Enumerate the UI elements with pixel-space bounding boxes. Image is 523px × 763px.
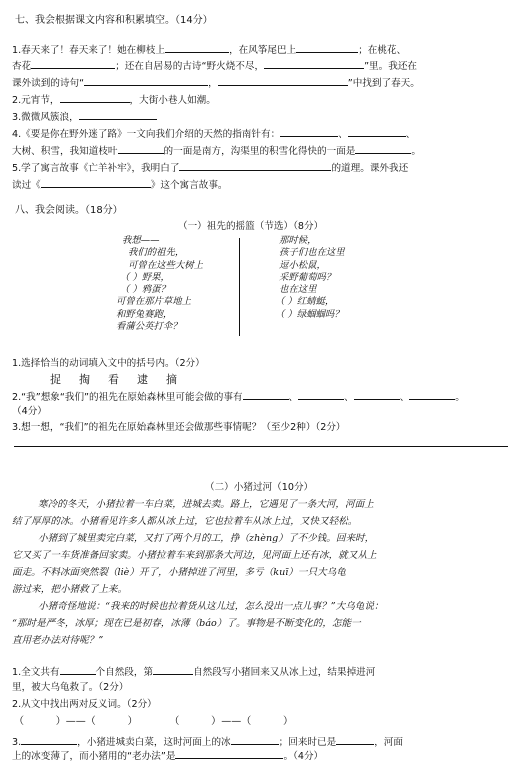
answer-blank[interactable] — [264, 58, 364, 69]
paragraph-line: 面走。不料冰面突然裂（liè）开了，小猪掉进了河里，多亏（kuī）一只大乌龟 — [12, 567, 346, 578]
passage1-title: （一）祖先的摇篮（节选）（8分） — [178, 221, 324, 232]
paragraph-line: 结了厚厚的冰。小猪看见许多人都从冰上过，它也拉着车从冰上过，又快又轻松。 — [12, 516, 358, 527]
word-option: 摘 — [166, 373, 177, 386]
poem-line-blank[interactable]: （ ）野果， — [120, 271, 170, 283]
answer-blank[interactable] — [354, 389, 400, 400]
passage2-question2: 2.从文中找出两对反义词。（2分） — [12, 699, 157, 710]
poem-line-blank[interactable]: （ ）鸦蛋？ — [120, 284, 170, 296]
answer-blank[interactable] — [179, 160, 331, 171]
paragraph-line: 游过来，把小猪救了上来。 — [12, 584, 128, 595]
poem-line: 看蒲公英打伞？ — [116, 321, 182, 333]
word-option: 看 — [108, 373, 119, 386]
question-7-5-line1: 5.学了寓言故事《亡羊补牢》，我明白了 的道理。课外我还 — [12, 160, 408, 175]
paragraph-line: “那时是严冬，冰厚；现在已是初春，冰薄（báo）了。事物是不断变化的，怎能一 — [12, 618, 361, 629]
question-7-4-line2: 大树、积雪，我知道枝叶 的一面是南方，沟渠里的积雪化得快的一面是 。 — [12, 143, 421, 158]
antonym-blank[interactable]: （ ） — [241, 716, 293, 727]
poem-line-blank[interactable]: （ ）红蜻蜓， — [275, 296, 335, 308]
answer-blank[interactable] — [79, 109, 157, 120]
answer-blank[interactable] — [280, 126, 338, 137]
paragraph-line: 它又买了一车货准备回家卖。小猪拉着车来到那条大河边，见河面上还有冰，就又从上 — [12, 550, 377, 561]
section8-title: 八、我会阅读。（18分） — [15, 205, 123, 216]
poem-line: 孩子们也在这里 — [279, 247, 345, 259]
answer-blank[interactable] — [84, 75, 208, 86]
answer-blank[interactable] — [298, 389, 344, 400]
passage2-question3-line2: 上的冰变薄了，而小猪用的“老办法”是 。（4分） — [12, 748, 323, 763]
passage2-question3-line1: 3. ，小猪进城卖白菜，这时河面上的冰 ；回来时已是 ，河面 — [12, 734, 403, 749]
answer-blank[interactable] — [153, 664, 193, 675]
word-option: 掏 — [79, 373, 90, 386]
antonym-blank[interactable]: （ ） — [14, 716, 66, 727]
passage1-question3: 3.想一想，“我们”的祖先在原始森林里还会做那些事情呢？（至少2种）（2分） — [12, 422, 346, 433]
answer-line[interactable] — [14, 446, 508, 447]
poem-line: 采野葡萄吗？ — [279, 271, 336, 283]
answer-blank[interactable] — [165, 42, 229, 53]
answer-blank[interactable] — [409, 389, 455, 400]
poem-line: 可曾在那片草地上 — [116, 296, 192, 308]
poem-line: 逗小松鼠， — [279, 259, 326, 271]
answer-blank[interactable] — [41, 177, 151, 188]
poem-line: 可曾在这些大树上 — [128, 259, 204, 271]
poem-line: 和野兔赛跑， — [116, 308, 173, 320]
poem-line: 也在这里 — [279, 284, 317, 296]
answer-blank[interactable] — [60, 664, 96, 675]
answer-blank[interactable] — [21, 734, 77, 745]
paragraph-line: 小猪到了城里卖完白菜，又打了两个月的工，挣（zhèng）了不少钱。回来时， — [38, 533, 375, 544]
poem-right-column — [275, 235, 345, 321]
passage2-question1-line2: 里，被大乌龟救了。（2分） — [12, 682, 129, 693]
passage1-question1: 1.选择恰当的动词填入文中的括号内。（2分） — [12, 358, 205, 369]
answer-blank[interactable] — [336, 734, 374, 745]
poem-line-blank[interactable]: （ ）绿蝈蝈吗？ — [275, 308, 344, 320]
question-7-4-line1: 4.《要是你在野外迷了路》一文向我们介绍的天然的指南针有： 、 、 — [12, 126, 415, 141]
answer-blank[interactable] — [243, 389, 289, 400]
poem-left-column — [116, 235, 203, 333]
section7-title: 七、我会根据课文内容和积累填空。（14分） — [15, 15, 213, 26]
poem-divider — [239, 238, 240, 336]
antonym-blank[interactable]: （ ） — [169, 716, 222, 727]
answer-blank[interactable] — [348, 126, 406, 137]
poem-line: 那时候， — [279, 235, 317, 246]
question-7-1-line3: 课外读到的诗句“ ， ”中找到了春天。 — [12, 75, 420, 90]
answer-blank[interactable] — [118, 143, 164, 154]
answer-blank[interactable] — [218, 75, 348, 86]
answer-blank[interactable] — [175, 748, 283, 759]
antonym-pairs: （ ）——（ ） （ ）——（ ） — [14, 716, 293, 727]
answer-blank[interactable] — [355, 143, 411, 154]
poem-line: 我想—— — [122, 235, 160, 246]
word-option: 逮 — [137, 373, 148, 386]
question-7-5-line2: 读过《 》这个寓言故事。 — [12, 177, 228, 192]
paragraph-line: 小猪奇怪地说：“我来的时候也拉着货从这儿过，怎么没出一点儿事？”大乌龟说： — [38, 601, 384, 612]
passage1-question2-score: （4分） — [12, 406, 47, 417]
antonym-blank[interactable]: （ ） — [85, 716, 138, 727]
passage2-question1-line1: 1.全文共有 个自然段，第 自然段写小猪回来又从冰上过，结果掉进河 — [12, 664, 375, 679]
question-7-2: 2.元宵节， ，大街小巷人如潮。 — [12, 92, 216, 107]
question-7-1-line1: 1.春天来了！春天来了！她在柳枝上 ，在风筝尾巴上 ；在桃花、 — [12, 42, 406, 57]
paragraph-line: 寒冷的冬天，小猪拉着一车白菜，进城去卖。路上，它遇见了一条大河，河面上 — [38, 499, 374, 510]
question-7-3: 3.微微风簇浪， — [12, 109, 157, 124]
poem-line: 我们的祖先， — [128, 247, 185, 259]
answer-blank[interactable] — [60, 92, 130, 103]
question-7-1-line2: 杏花 ；还在自居易的古诗“野火烧不尽， ”里。我还在 — [12, 58, 417, 73]
word-option: 捉 — [50, 373, 61, 386]
passage1-question2: 2.“我”想象“我们”的祖先在原始森林里可能会做的事有 、 、 、 。 — [12, 389, 465, 404]
word-bank — [50, 373, 195, 386]
passage2-title: （二）小猪过河（10分） — [205, 482, 314, 493]
answer-blank[interactable] — [296, 42, 358, 53]
answer-blank[interactable] — [31, 58, 115, 69]
answer-blank[interactable] — [231, 734, 279, 745]
paragraph-line: 直用老办法对待呢？” — [12, 635, 104, 646]
